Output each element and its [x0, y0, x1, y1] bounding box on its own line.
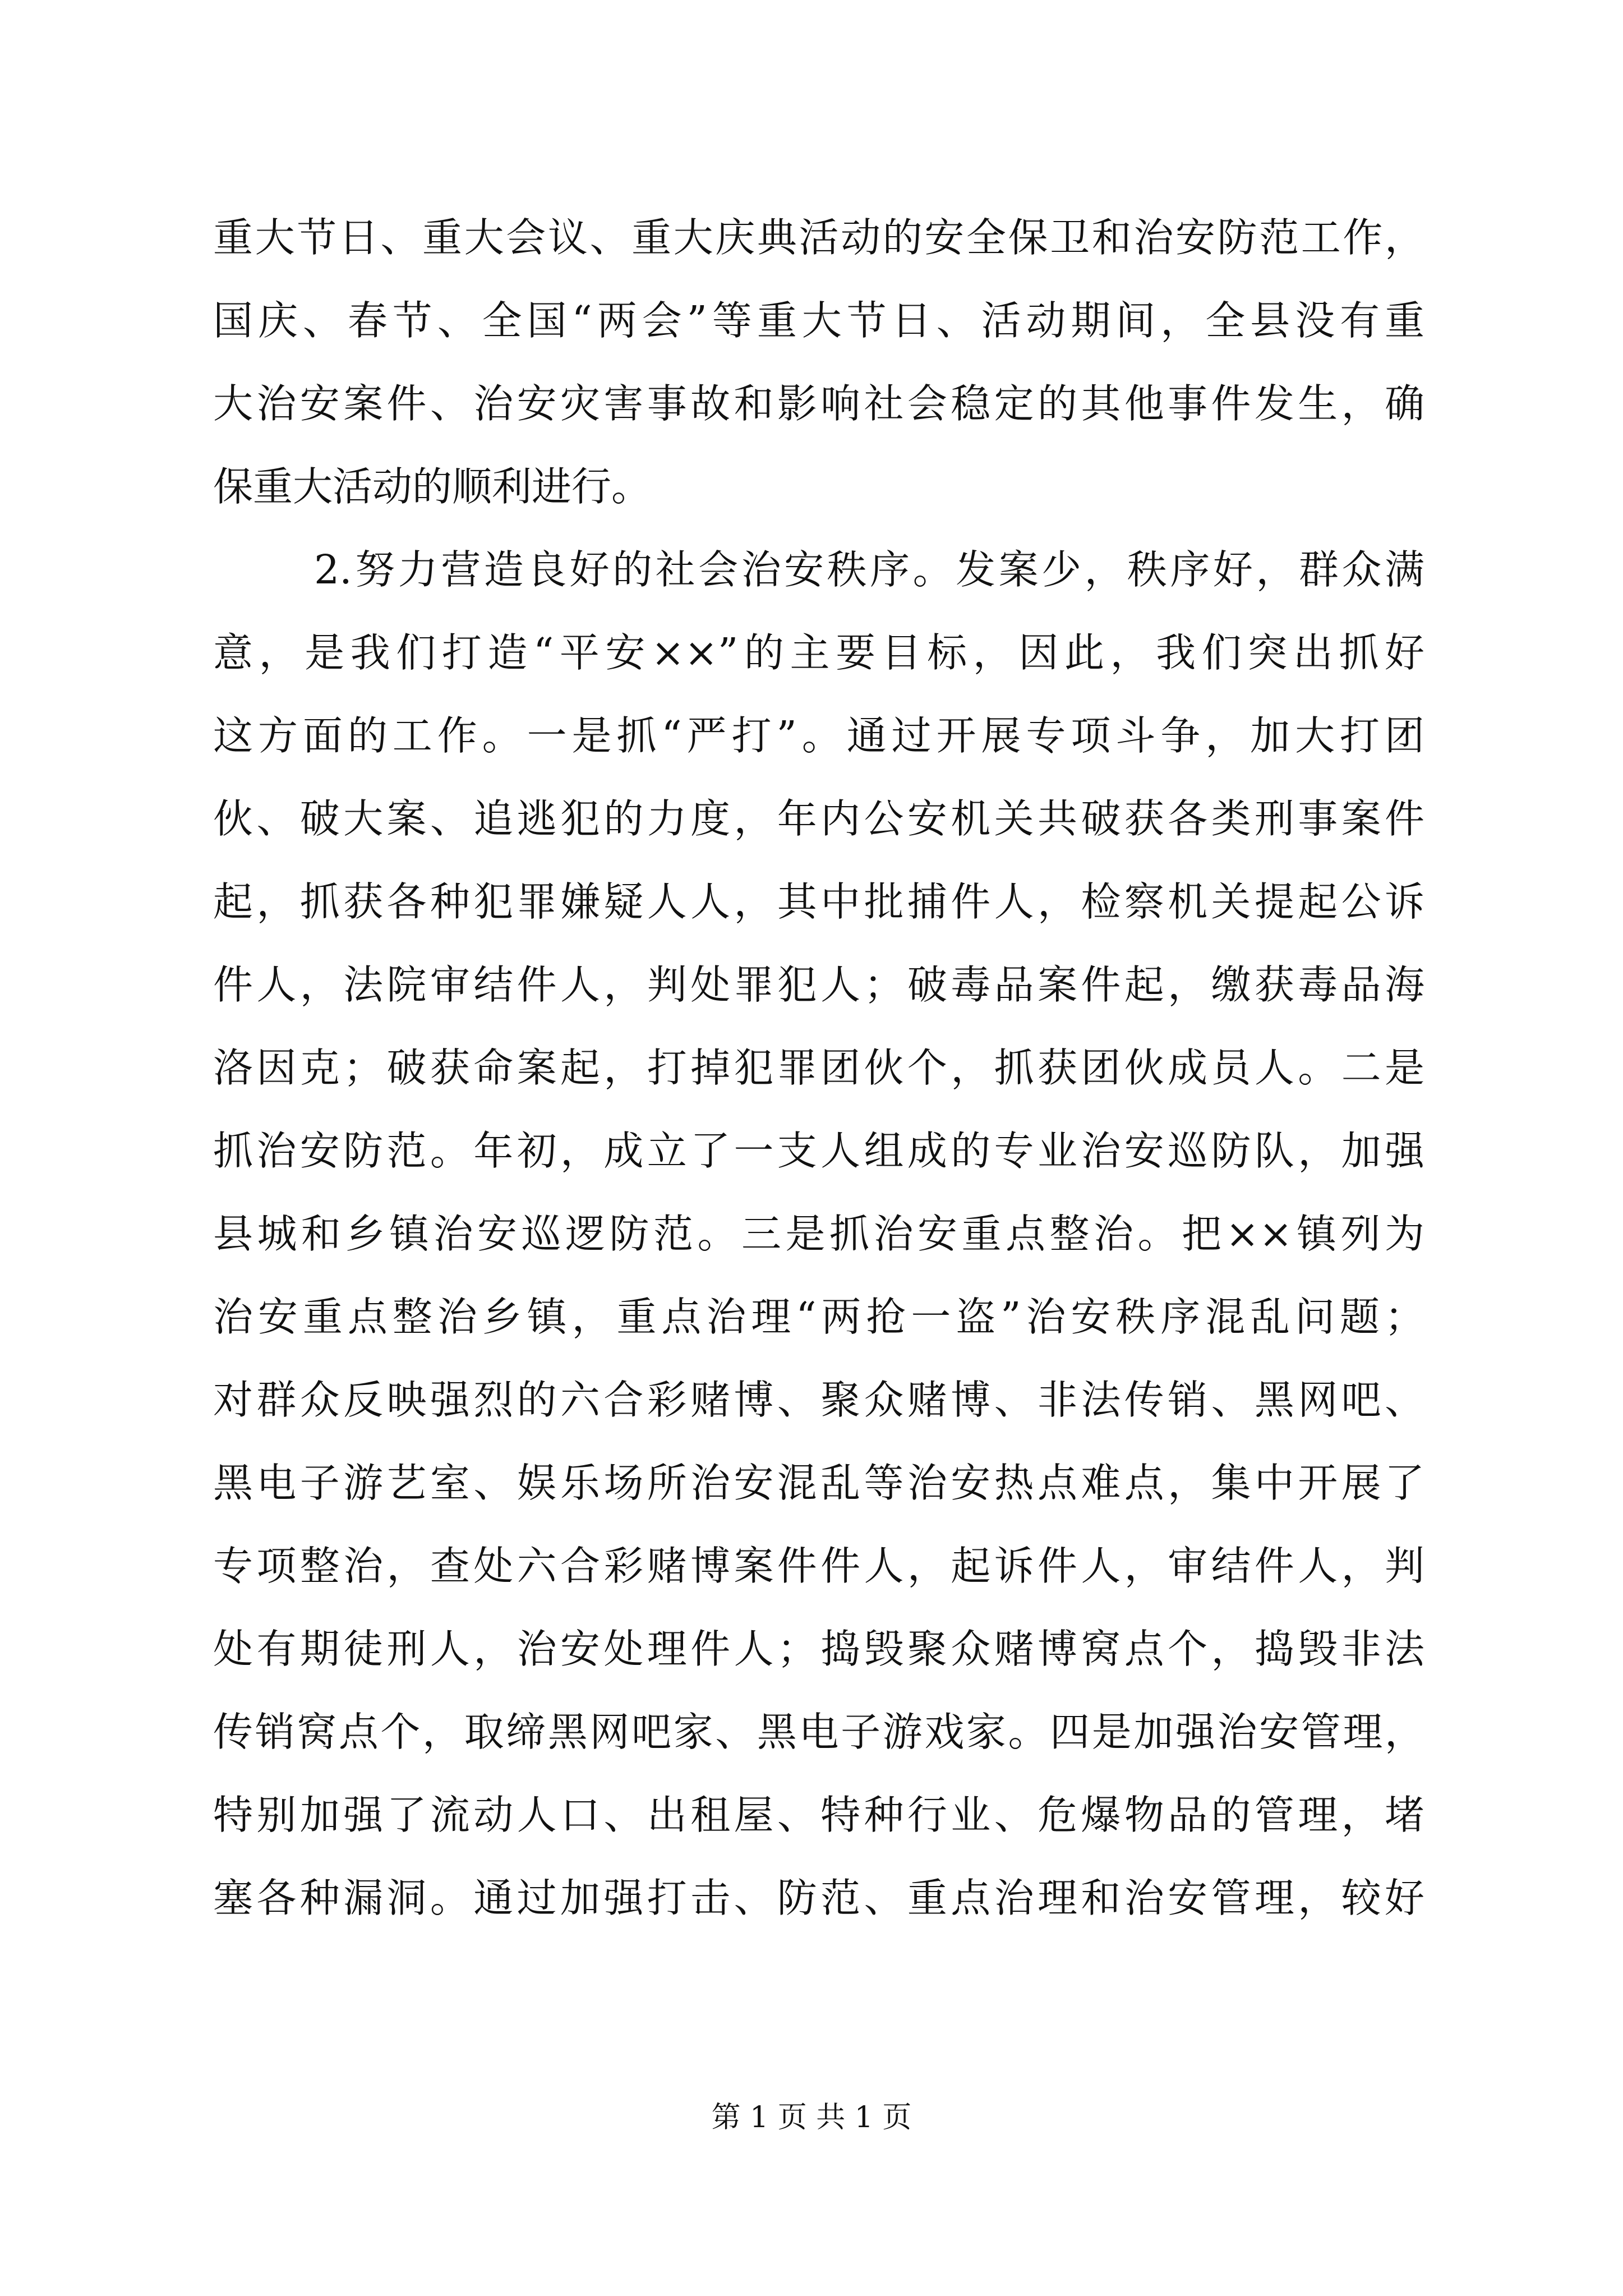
text-line: 特别加强了流动人口、出租屋、特种行业、危爆物品的管理，堵	[213, 1792, 1424, 1838]
text-line: 洛因克；破获命案起，打掉犯罪团伙个，抓获团伙成员人。二是	[213, 1045, 1424, 1091]
text-line: 处有期徒刑人，治安处理件人；捣毁聚众赌博窝点个，捣毁非法	[213, 1626, 1424, 1672]
text-line: 起，抓获各种犯罪嫌疑人人，其中批捕件人，检察机关提起公诉	[213, 878, 1424, 925]
paragraph-2	[213, 528, 1424, 1940]
text-line: 意，是我们打造“平安××”的主要目标，因此，我们突出抓好	[213, 629, 1424, 676]
text-line: 对群众反映强烈的六合彩赌博、聚众赌博、非法传销、黑网吧、	[213, 1377, 1424, 1423]
paragraph-1	[213, 196, 1424, 528]
text-line: 保重大活动的顺利进行。	[213, 463, 652, 510]
text-line: 重大节日、重大会议、重大庆典活动的安全保卫和治安防范工作，	[213, 214, 1424, 261]
text-line: 2.努力营造良好的社会治安秩序。发案少，秩序好，群众满	[314, 546, 1424, 593]
text-line: 县城和乡镇治安巡逻防范。三是抓治安重点整治。把××镇列为	[213, 1211, 1424, 1257]
text-line: 塞各种漏洞。通过加强打击、防范、重点治理和治安管理，较好	[213, 1875, 1424, 1921]
text-line: 大治安案件、治安灾害事故和影响社会稳定的其他事件发生，确	[213, 380, 1424, 427]
page-number-footer: 第 1 页 共 1 页	[711, 2101, 912, 2134]
text-line: 治安重点整治乡镇，重点治理“两抢一盗”治安秩序混乱问题；	[213, 1294, 1424, 1340]
text-line: 件人，法院审结件人，判处罪犯人；破毒品案件起，缴获毒品海	[213, 961, 1424, 1008]
text-line: 专项整治，查处六合彩赌博案件件人，起诉件人，审结件人，判	[213, 1543, 1424, 1589]
document-body	[213, 196, 1424, 1940]
text-line: 国庆、春节、全国“两会”等重大节日、活动期间，全县没有重	[213, 297, 1424, 344]
text-line: 抓治安防范。年初，成立了一支人组成的专业治安巡防队，加强	[213, 1128, 1424, 1174]
text-line: 传销窝点个，取缔黑网吧家、黑电子游戏家。四是加强治安管理，	[213, 1709, 1424, 1755]
text-line: 黑电子游艺室、娱乐场所治安混乱等治安热点难点，集中开展了	[213, 1460, 1424, 1506]
text-line: 这方面的工作。一是抓“严打”。通过开展专项斗争，加大打团	[213, 712, 1424, 759]
text-line: 伙、破大案、追逃犯的力度，年内公安机关共破获各类刑事案件	[213, 795, 1424, 842]
